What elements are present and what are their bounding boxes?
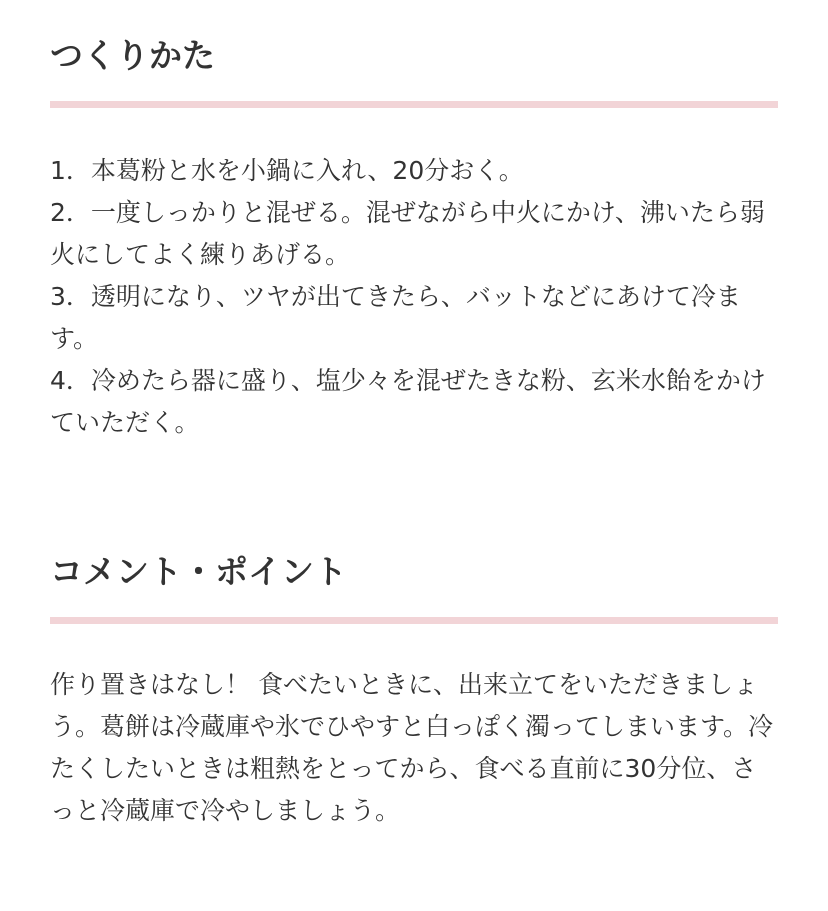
step-item [50,192,778,276]
comment-divider [50,617,778,624]
step-text: 本葛粉と水を小鍋に入れ、20分おく。 [90,156,524,185]
comment-heading: コメント・ポイント [50,552,347,591]
how-to-divider [50,101,778,108]
step-item [50,360,778,444]
step-item [50,150,778,192]
step-number: 4． [50,366,91,395]
step-text: 一度しっかりと混ぜる。混ぜながら中火にかけ、沸いたら弱火にしてよく練りあげる。 [50,198,765,269]
step-number: 2． [50,198,91,227]
how-to-heading: つくりかた [50,36,215,75]
step-text: 冷めたら器に盛り、塩少々を混ぜたきな粉、玄米水飴をかけていただく。 [50,366,766,437]
step-text: 透明になり、ツヤが出てきたら、バットなどにあけて冷ます。 [50,282,741,353]
step-number: 1． [50,156,91,185]
step-number: 3． [50,282,91,311]
how-to-section [50,28,778,444]
steps-list [50,150,778,444]
comment-section [50,544,778,832]
comment-text: 作り置きはなし！ 食べたいときに、出来立てをいただきましょう。葛餅は冷蔵庫や氷でひやすと白っぽく濁ってしまいます。冷たくしたいときは粗熱をとってから、食べる直前に30分位、さっと冷蔵庫で冷やしましょう。 [50,670,774,825]
step-item [50,276,778,360]
